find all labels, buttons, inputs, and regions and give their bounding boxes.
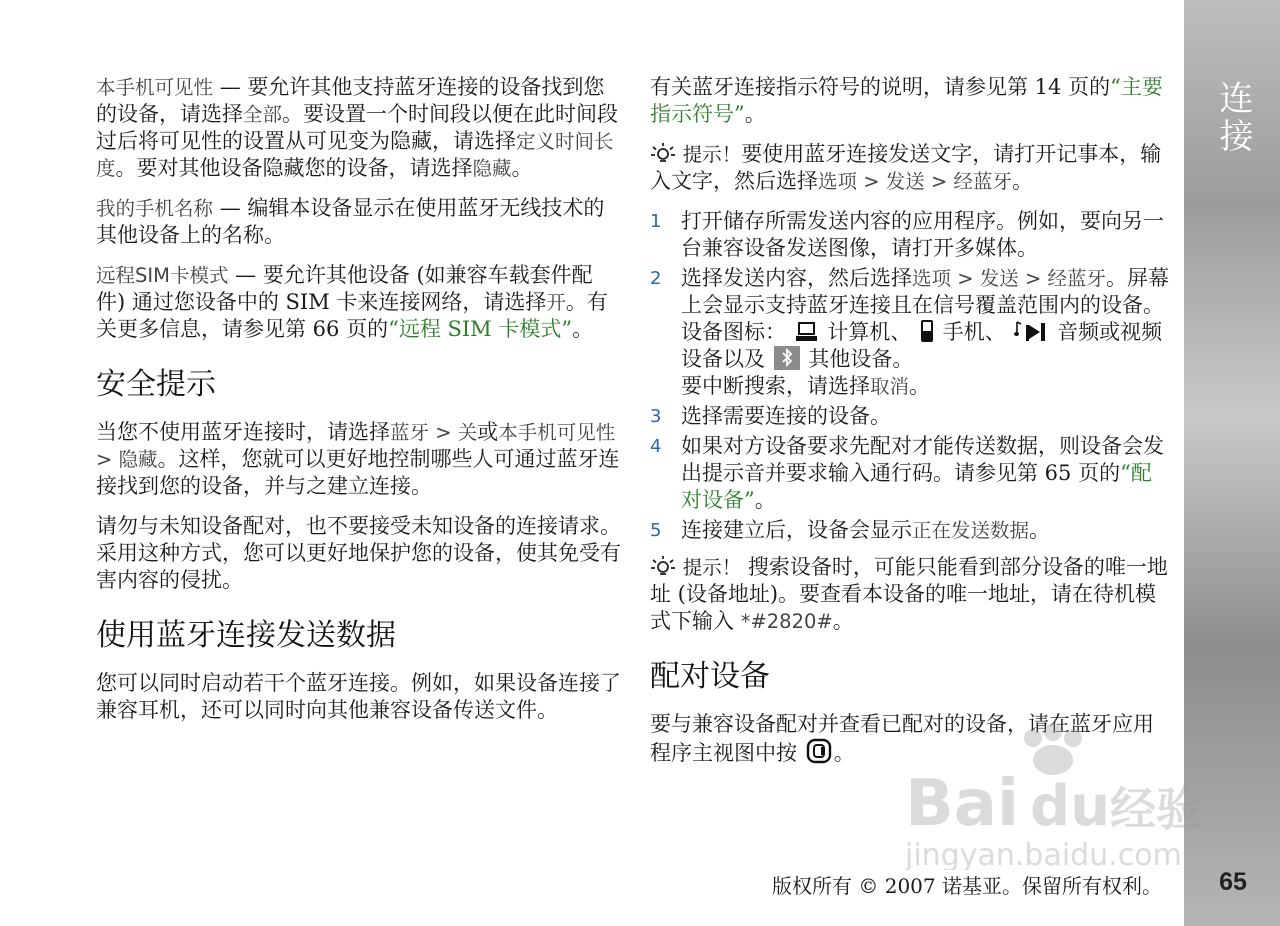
steps-list [650, 208, 1170, 544]
tip-label: 提示！ [682, 556, 742, 579]
step-5: 5 连接建立后，设备会显示正在发送数据。 [650, 518, 1051, 542]
send-data-paragraph: 您可以同时启动若干个蓝牙连接。例如，如果设备连接了兼容耳机，还可以同时向其他兼容设备传送文件。 [96, 671, 621, 722]
lightbulb-icon [650, 555, 676, 577]
remote-sim-paragraph: 远程SIM卡模式 — 要允许其他设备 (如兼容车载套件配件) 通过您设备中的 SIM 卡来连接网络，请选择开。有关更多信息，请参见第 66 页的“远程 SIM 卡模式”。 [96, 263, 608, 341]
step-2: 2 选择发送内容，然后选择选项 > 发送 > 经蓝牙。屏幕上会显示支持蓝牙连接且在信号覆盖范围内的设备。 设备图标： 计算机、 手机、 音频或视频设备以及 其他设备。 要中断搜索，请选择取消。 [650, 266, 1170, 398]
baidu-watermark-logo [905, 720, 1205, 870]
link-pairing[interactable]: “配对设备” [681, 461, 1152, 512]
lightbulb-icon [650, 142, 676, 164]
right-column [650, 74, 1170, 780]
heading-pairing: 配对设备 [650, 659, 770, 694]
link-main-indicators[interactable]: “主要指示符号” [650, 75, 1163, 126]
step-number: 2 [650, 268, 662, 289]
phone-name-paragraph: 我的手机名称 — 编辑本设备显示在使用蓝牙无线技术的其他设备上的名称。 [96, 196, 605, 247]
svg-text:Bai: Bai [905, 767, 1019, 841]
security-paragraph-1: 当您不使用蓝牙连接时，请选择蓝牙 > 关或本手机可见性 > 隐藏。这样，您就可以更好地控制哪些人可通过蓝牙连接找到您的设备，并与之建立连接。 [96, 420, 620, 498]
menu-key-icon [806, 738, 832, 764]
step-number: 1 [650, 211, 662, 232]
chapter-title: 连接 [1213, 80, 1253, 156]
tip-label: 提示！ [682, 143, 742, 166]
step-3: 3 选择需要连接的设备。 [650, 404, 891, 428]
svg-text:经验: 经验 [1110, 782, 1202, 836]
tip-send-text: 提示！要使用蓝牙连接发送文字，请打开记事本，输入文字，然后选择选项 > 发送 > 经蓝牙。 [650, 142, 1162, 193]
step-number: 4 [650, 436, 662, 457]
copyright-notice: 版权所有 © 2007 诺基亚。保留所有权利。 [772, 874, 1162, 898]
indicator-paragraph: 有关蓝牙连接指示符号的说明，请参见第 14 页的“主要指示符号”。 [650, 75, 1163, 126]
step-1: 1 打开储存所需发送内容的应用程序。例如，要向另一台兼容设备发送图像，请打开多媒体。 [650, 209, 1164, 260]
left-column [96, 74, 621, 737]
page-number: 65 [1219, 868, 1247, 896]
step-number: 5 [650, 520, 662, 541]
term-visibility: 本手机可见性 [96, 76, 214, 99]
heading-send-data: 使用蓝牙连接发送数据 [96, 618, 396, 653]
svg-text:du: du [1030, 774, 1110, 839]
tip-device-address: 提示！ 搜索设备时，可能只能看到部分设备的唯一地址 (设备地址)。要查看本设备的唯一地址，请在待机模式下输入 *#2820#。 [650, 555, 1168, 633]
step-4: 4 如果对方设备要求先配对才能传送数据，则设备会发出提示音并要求输入通行码。请参见第 65 页的“配对设备”。 [650, 434, 1164, 512]
pairing-paragraph: 要与兼容设备配对并查看已配对的设备，请在蓝牙应用程序主视图中按 。 [650, 712, 1154, 765]
link-remote-sim[interactable]: “远程 SIM 卡模式” [388, 317, 573, 341]
heading-security: 安全提示 [96, 367, 216, 402]
visibility-paragraph: 本手机可见性 — 要允许其他支持蓝牙连接的设备找到您的设备，请选择全部。要设置一个时间段以便在此时间段过后将可见性的设置从可见变为隐藏，请选择定义时间长度。要对其他设备隐藏您的设备，请选择隐藏。 [96, 75, 619, 180]
step-number: 3 [650, 406, 662, 427]
security-paragraph-2: 请勿与未知设备配对，也不要接受未知设备的连接请求。采用这种方式，您可以更好地保护您的设备，使其免受有害内容的侵扰。 [96, 514, 621, 592]
bluetooth-device-icon [774, 346, 800, 370]
term-remote-sim: 远程SIM卡模式 [96, 264, 229, 287]
computer-icon [795, 321, 819, 343]
term-phone-name: 我的手机名称 [96, 197, 214, 220]
phone-icon [920, 319, 934, 343]
audio-video-icon [1014, 319, 1048, 343]
svg-text:jingyan.baidu.com: jingyan.baidu.com [905, 838, 1182, 870]
device-address-code: *#2820# [740, 610, 833, 633]
